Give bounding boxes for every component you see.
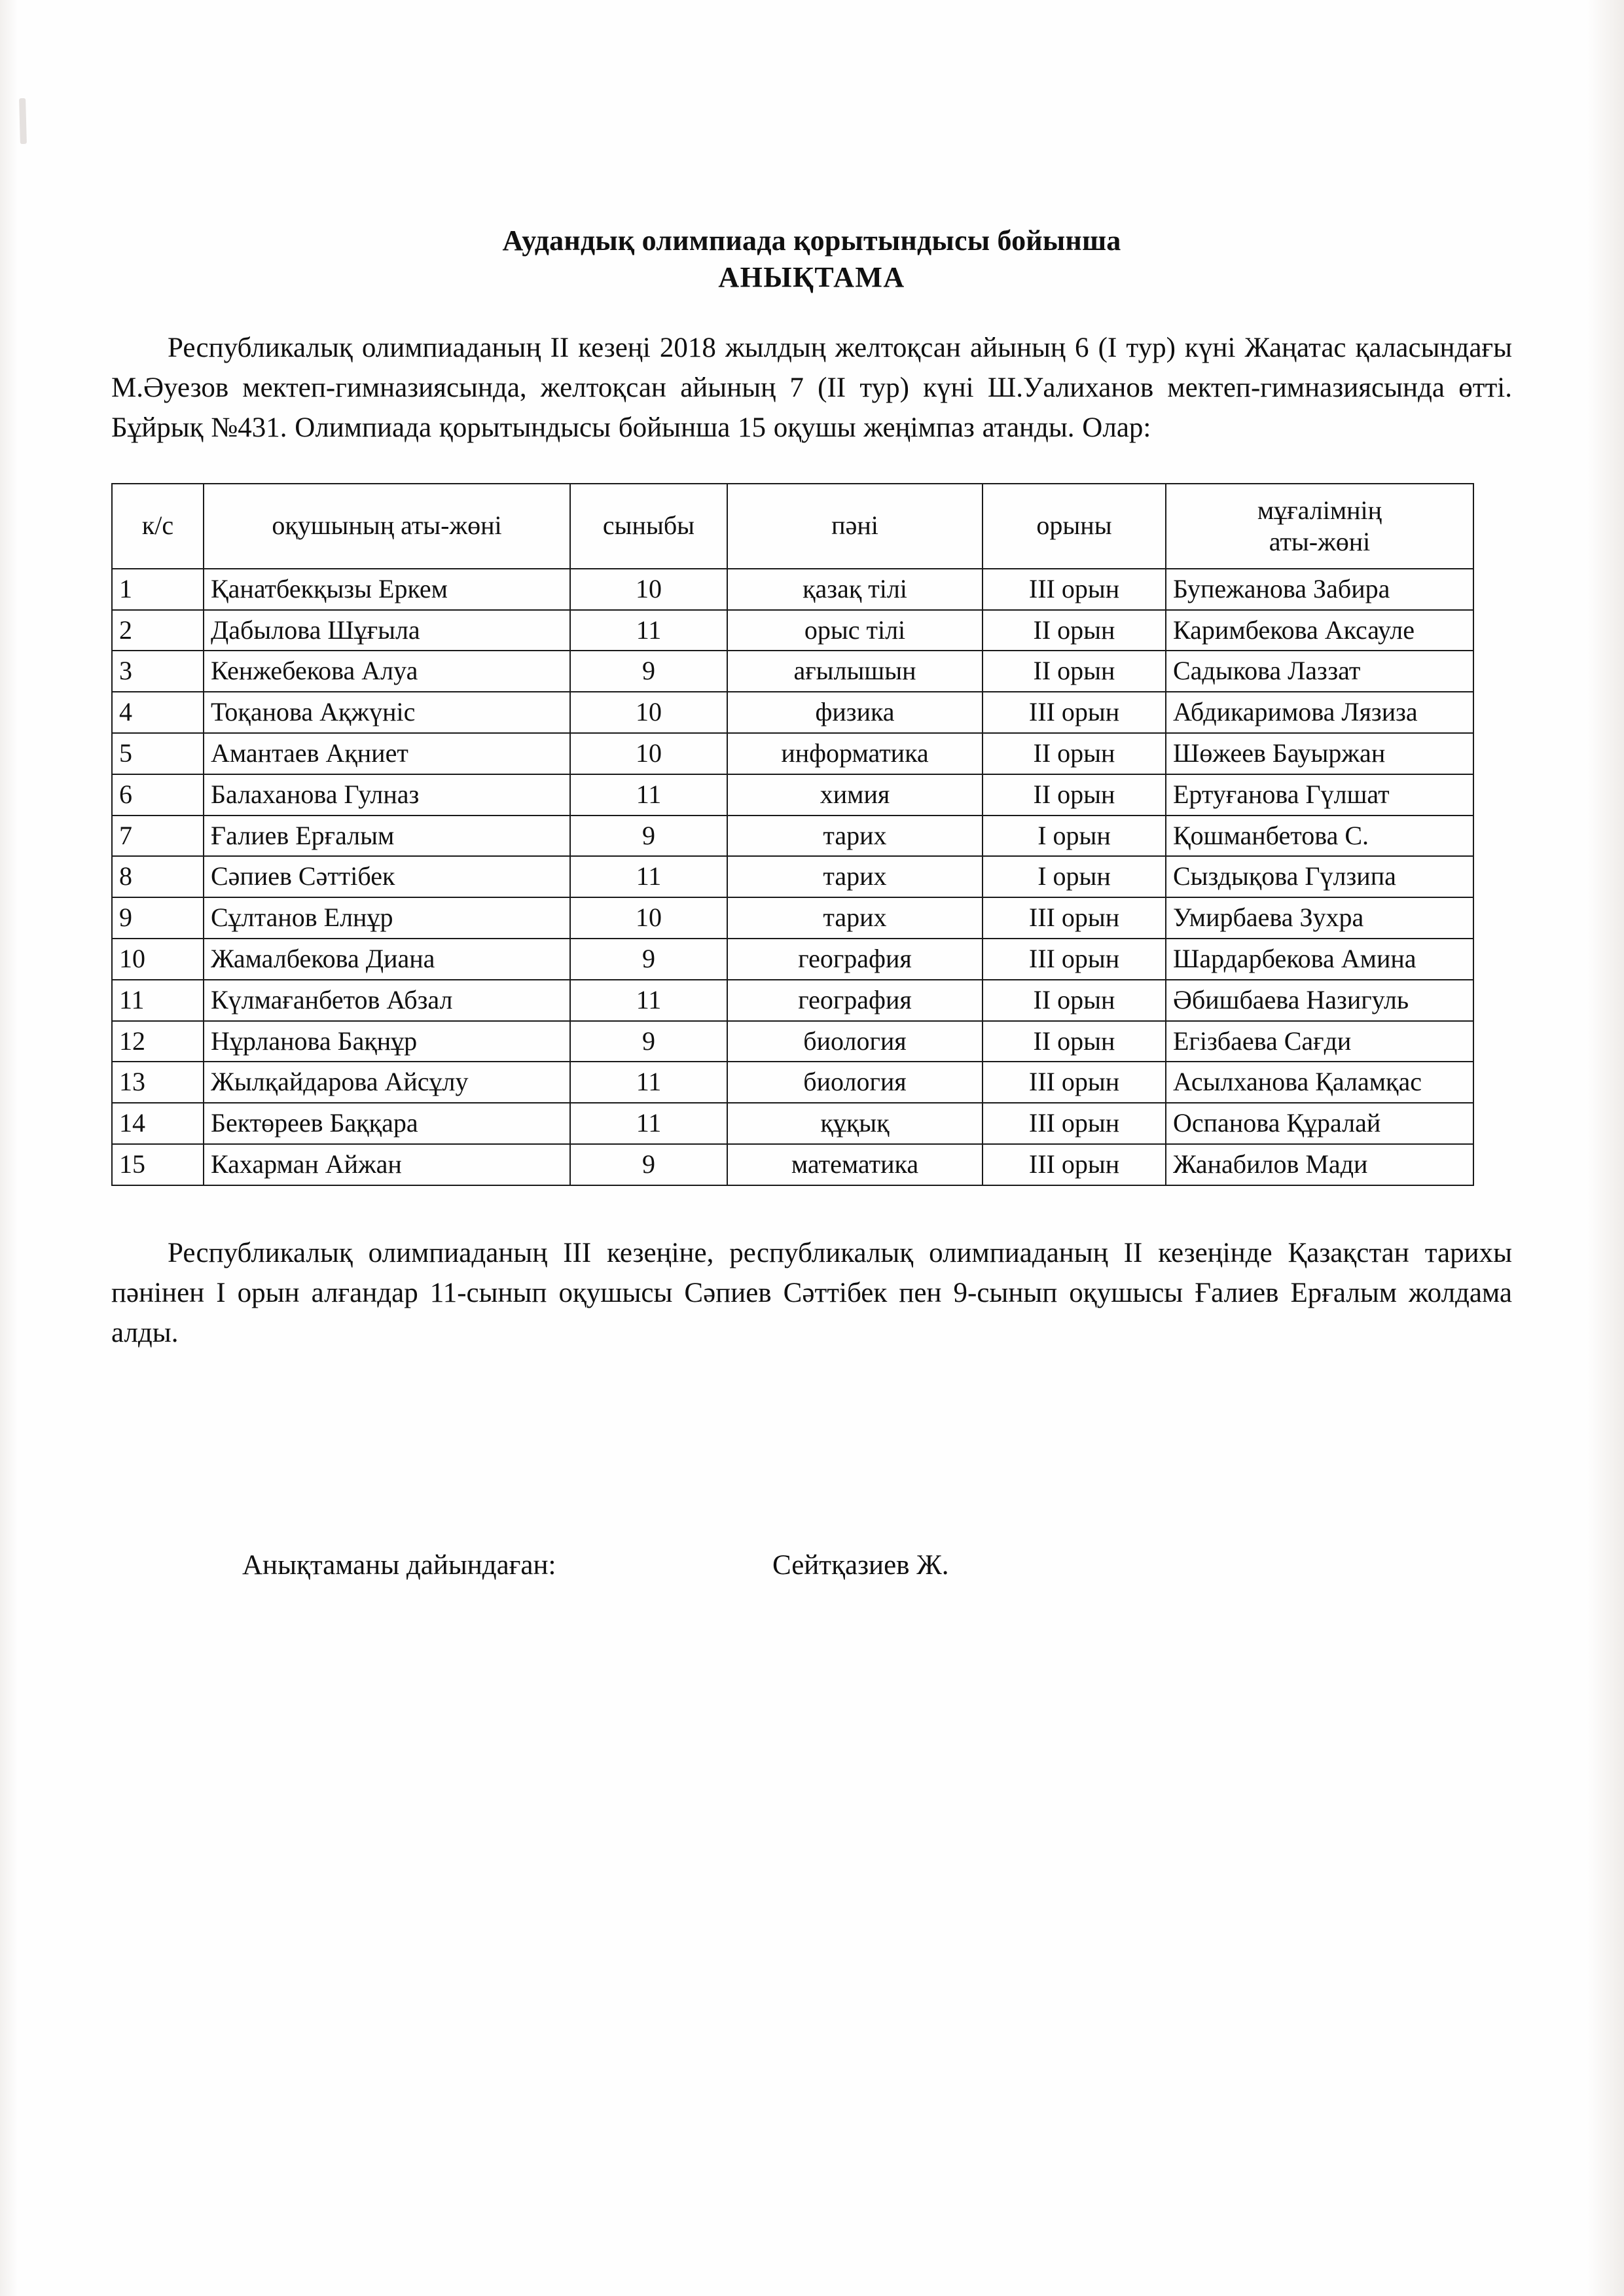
cell-place: III орын bbox=[983, 897, 1166, 939]
cell-number: 10 bbox=[112, 939, 204, 980]
cell-student: Жылқайдарова Айсұлу bbox=[204, 1062, 570, 1103]
table-row bbox=[112, 939, 1473, 980]
cell-teacher: Сыздықова Гүлзипа bbox=[1166, 856, 1473, 897]
cell-place: III орын bbox=[983, 1144, 1166, 1185]
cell-place: II орын bbox=[983, 651, 1166, 692]
table-row bbox=[112, 651, 1473, 692]
scan-edge-left bbox=[0, 0, 17, 2296]
table-row bbox=[112, 1021, 1473, 1062]
cell-grade: 9 bbox=[570, 939, 727, 980]
table-row bbox=[112, 569, 1473, 610]
cell-subject: ағылышын bbox=[727, 651, 983, 692]
closing-paragraph: Республикалық олимпиаданың III кезеңіне, республикалық олимпиаданың II кезеңінде Қазақстан тарихы пәнінен I орын алғандар 11-сынып оқушысы Сәпиев Сәттібек пен 9-сынып оқушысы Ғалиев Ерғалым жолдама алды. bbox=[111, 1237, 1512, 1348]
cell-grade: 10 bbox=[570, 897, 727, 939]
cell-grade: 9 bbox=[570, 651, 727, 692]
title-line-1: Аудандық олимпиада қорытындысы бойынша bbox=[502, 224, 1121, 257]
cell-subject: география bbox=[727, 980, 983, 1021]
cell-teacher: Ертуғанова Гүлшат bbox=[1166, 774, 1473, 816]
cell-student: Тоқанова Ақжүніс bbox=[204, 692, 570, 733]
intro-paragraph: Республикалық олимпиаданың II кезеңі 2018 жылдың желтоқсан айының 6 (I тур) күні Жаңатас қаласындағы М.Әуезов мектеп-гимназиясында, желтоқсан айының 7 (II тур) күні Ш.Уалиханов мектеп-гимназиясында өтті. Бұйрық №431. Олимпиада қорытындысы бойынша 15 оқушы жеңімпаз атанды. Олар: bbox=[111, 332, 1512, 443]
cell-place: II орын bbox=[983, 733, 1166, 774]
table-body bbox=[112, 569, 1473, 1185]
cell-place: II орын bbox=[983, 774, 1166, 816]
table-row bbox=[112, 1144, 1473, 1185]
results-table bbox=[111, 483, 1474, 1186]
column-header-teacher-line-2: аты-жөні bbox=[1269, 526, 1371, 556]
cell-subject: биология bbox=[727, 1062, 983, 1103]
cell-teacher: Абдикаримова Лязиза bbox=[1166, 692, 1473, 733]
cell-number: 13 bbox=[112, 1062, 204, 1103]
cell-grade: 10 bbox=[570, 733, 727, 774]
column-header-student: оқушының аты-жөні bbox=[204, 484, 570, 569]
cell-subject: математика bbox=[727, 1144, 983, 1185]
cell-grade: 11 bbox=[570, 774, 727, 816]
cell-student: Ғалиев Ерғалым bbox=[204, 816, 570, 857]
cell-teacher: Асылханова Қаламқас bbox=[1166, 1062, 1473, 1103]
cell-place: III орын bbox=[983, 692, 1166, 733]
cell-student: Сұлтанов Елнұр bbox=[204, 897, 570, 939]
signature-name: Сейтқазиев Ж. bbox=[772, 1549, 949, 1581]
table-header-row bbox=[112, 484, 1473, 569]
cell-number: 15 bbox=[112, 1144, 204, 1185]
cell-student: Күлмағанбетов Абзал bbox=[204, 980, 570, 1021]
cell-number: 5 bbox=[112, 733, 204, 774]
column-header-teacher bbox=[1166, 484, 1473, 569]
cell-place: III орын bbox=[983, 569, 1166, 610]
cell-number: 7 bbox=[112, 816, 204, 857]
table-row bbox=[112, 980, 1473, 1021]
table-row bbox=[112, 733, 1473, 774]
cell-teacher: Шөжеев Бауыржан bbox=[1166, 733, 1473, 774]
document-content bbox=[111, 223, 1512, 1581]
cell-number: 14 bbox=[112, 1103, 204, 1144]
table-row bbox=[112, 1062, 1473, 1103]
cell-subject: физика bbox=[727, 692, 983, 733]
cell-teacher: Умирбаева Зухра bbox=[1166, 897, 1473, 939]
cell-subject: информатика bbox=[727, 733, 983, 774]
cell-grade: 11 bbox=[570, 1062, 727, 1103]
column-header-subject: пәні bbox=[727, 484, 983, 569]
cell-place: II орын bbox=[983, 980, 1166, 1021]
cell-student: Сәпиев Сәттібек bbox=[204, 856, 570, 897]
scan-artifact bbox=[19, 98, 27, 144]
cell-student: Нұрланова Бақнұр bbox=[204, 1021, 570, 1062]
cell-teacher: Оспанова Құралай bbox=[1166, 1103, 1473, 1144]
cell-teacher: Жанабилов Мади bbox=[1166, 1144, 1473, 1185]
cell-number: 11 bbox=[112, 980, 204, 1021]
column-header-grade: сыныбы bbox=[570, 484, 727, 569]
column-header-number: к/с bbox=[112, 484, 204, 569]
cell-subject: қазақ тілі bbox=[727, 569, 983, 610]
cell-place: II орын bbox=[983, 610, 1166, 651]
cell-number: 6 bbox=[112, 774, 204, 816]
cell-place: III орын bbox=[983, 1103, 1166, 1144]
signature-block bbox=[111, 1549, 1512, 1581]
cell-subject: тарих bbox=[727, 816, 983, 857]
cell-student: Балаханова Гулназ bbox=[204, 774, 570, 816]
cell-place: II орын bbox=[983, 1021, 1166, 1062]
column-header-place: орыны bbox=[983, 484, 1166, 569]
cell-number: 4 bbox=[112, 692, 204, 733]
cell-student: Кахарман Айжан bbox=[204, 1144, 570, 1185]
table-row bbox=[112, 692, 1473, 733]
cell-teacher: Қошманбетова С. bbox=[1166, 816, 1473, 857]
cell-subject: тарих bbox=[727, 856, 983, 897]
cell-number: 1 bbox=[112, 569, 204, 610]
cell-grade: 9 bbox=[570, 1021, 727, 1062]
cell-number: 2 bbox=[112, 610, 204, 651]
column-header-teacher-line-1: мұғалімнің bbox=[1257, 495, 1382, 525]
cell-teacher: Каримбекова Аксауле bbox=[1166, 610, 1473, 651]
cell-student: Дабылова Шұғыла bbox=[204, 610, 570, 651]
cell-student: Жамалбекова Диана bbox=[204, 939, 570, 980]
cell-student: Қанатбекқызы Еркем bbox=[204, 569, 570, 610]
scan-edge-right bbox=[1585, 0, 1624, 2296]
table-row bbox=[112, 816, 1473, 857]
table-row bbox=[112, 774, 1473, 816]
cell-teacher: Шардарбекова Амина bbox=[1166, 939, 1473, 980]
cell-student: Кенжебекова Алуа bbox=[204, 651, 570, 692]
table-row bbox=[112, 856, 1473, 897]
table-header bbox=[112, 484, 1473, 569]
cell-grade: 11 bbox=[570, 980, 727, 1021]
cell-subject: химия bbox=[727, 774, 983, 816]
cell-teacher: Әбишбаева Назигуль bbox=[1166, 980, 1473, 1021]
cell-subject: құқық bbox=[727, 1103, 983, 1144]
cell-grade: 11 bbox=[570, 610, 727, 651]
cell-subject: орыс тілі bbox=[727, 610, 983, 651]
cell-student: Бектөреев Баққара bbox=[204, 1103, 570, 1144]
cell-grade: 11 bbox=[570, 856, 727, 897]
cell-grade: 9 bbox=[570, 1144, 727, 1185]
cell-number: 9 bbox=[112, 897, 204, 939]
cell-grade: 11 bbox=[570, 1103, 727, 1144]
cell-grade: 9 bbox=[570, 816, 727, 857]
cell-place: III орын bbox=[983, 1062, 1166, 1103]
cell-place: I орын bbox=[983, 856, 1166, 897]
cell-student: Амантаев Ақниет bbox=[204, 733, 570, 774]
cell-teacher: Егізбаева Сағди bbox=[1166, 1021, 1473, 1062]
cell-subject: тарих bbox=[727, 897, 983, 939]
cell-teacher: Садыкова Лаззат bbox=[1166, 651, 1473, 692]
cell-subject: биология bbox=[727, 1021, 983, 1062]
cell-teacher: Бупежанова Забира bbox=[1166, 569, 1473, 610]
cell-place: I орын bbox=[983, 816, 1166, 857]
cell-subject: география bbox=[727, 939, 983, 980]
cell-place: III орын bbox=[983, 939, 1166, 980]
cell-number: 3 bbox=[112, 651, 204, 692]
signature-label: Анықтаманы дайындаған: bbox=[242, 1549, 556, 1581]
table-row bbox=[112, 897, 1473, 939]
table-row bbox=[112, 1103, 1473, 1144]
table-row bbox=[112, 610, 1473, 651]
cell-number: 8 bbox=[112, 856, 204, 897]
cell-grade: 10 bbox=[570, 569, 727, 610]
cell-number: 12 bbox=[112, 1021, 204, 1062]
cell-grade: 10 bbox=[570, 692, 727, 733]
page-title bbox=[111, 223, 1512, 296]
title-line-2: АНЫҚТАМА bbox=[718, 261, 905, 294]
